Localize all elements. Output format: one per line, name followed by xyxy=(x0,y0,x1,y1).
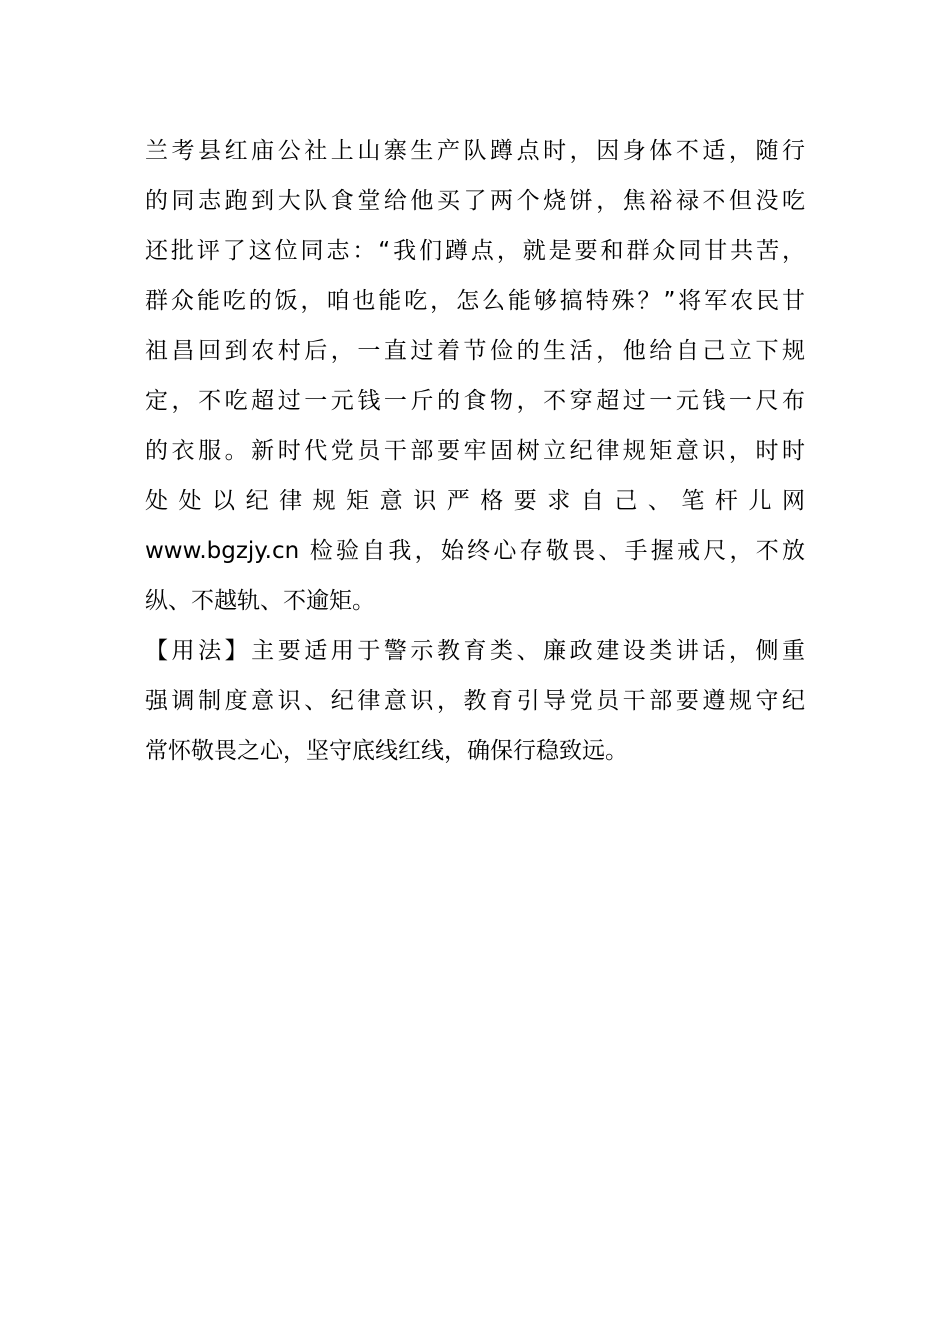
text-line: 的同志跑到大队食堂给他买了两个烧饼，焦裕禄不但没吃 xyxy=(145,188,805,214)
text-line: 定，不吃超过一元钱一斤的食物，不穿超过一元钱一尺布 xyxy=(145,388,805,414)
text-line: www.bgzjy.cn 检验自我，始终心存敬畏、手握戒尺，不放 xyxy=(145,538,805,564)
text-line: 的衣服。新时代党员干部要牢固树立纪律规矩意识，时时 xyxy=(145,438,805,464)
text-line: 处 处 以 纪 律 规 矩 意 识 严 格 要 求 自 己 、 笔 杆 儿 网 xyxy=(145,488,805,514)
body-text xyxy=(145,126,805,776)
text-line: 纵、不越轨、不逾矩。 xyxy=(145,588,375,614)
text-line: 祖昌回到农村后，一直过着节俭的生活，他给自己立下规 xyxy=(145,338,805,364)
usage-line: 【用法】主要适用于警示教育类、廉政建设类讲话，侧重 xyxy=(145,638,805,664)
usage-line: 强调制度意识、纪律意识，教育引导党员干部要遵规守纪 xyxy=(145,688,805,714)
text-line: 还批评了这位同志：“我们蹲点，就是要和群众同甘共苦， xyxy=(145,238,805,264)
text-line: 兰考县红庙公社上山寨生产队蹲点时，因身体不适，随行 xyxy=(145,138,805,164)
text-line: 群众能吃的饭，咱也能吃，怎么能够搞特殊？”将军农民甘 xyxy=(145,288,805,314)
usage-line: 常怀敬畏之心，坚守底线红线，确保行稳致远。 xyxy=(145,738,628,764)
